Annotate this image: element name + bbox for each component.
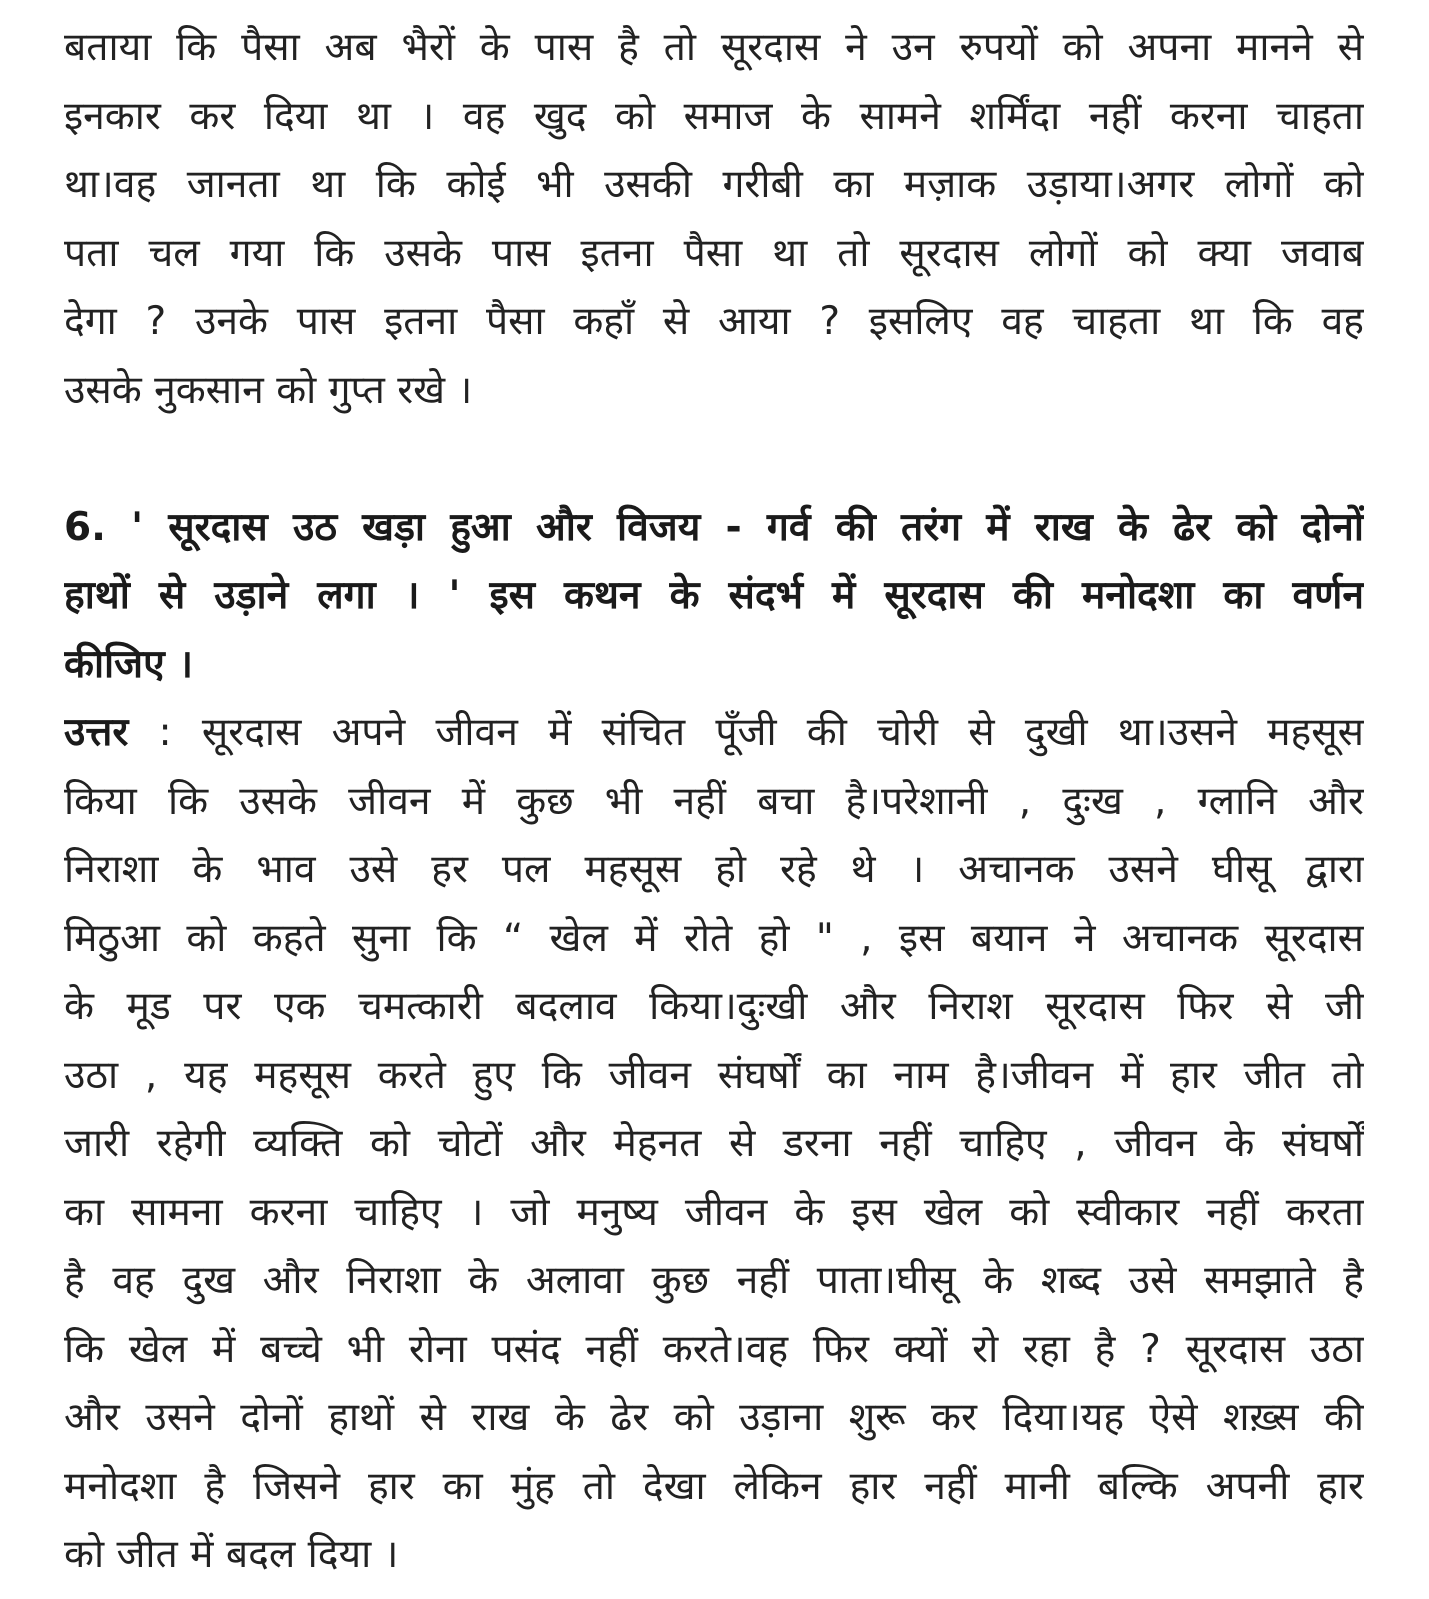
answer-line: जारी रहेगी व्यक्ति को चोटों और मेहनत से डरना नहीं चाहिए , जीवन के संघर्षों: [64, 1121, 1364, 1166]
question-line: हाथों से उड़ाने लगा । ' इस कथन के संदर्भ में सूरदास की मनोदशा का वर्णन: [64, 573, 1364, 618]
paragraph-line: बताया कि पैसा अब भैरों के पास है तो सूरदास ने उन रुपयों को अपना मानने से: [64, 25, 1364, 70]
answer-line: कि खेल में बच्चे भी रोना पसंद नहीं करते।वह फिर क्यों रो रहा है ? सूरदास उठा: [64, 1327, 1364, 1372]
answer-line: के मूड पर एक चमत्कारी बदलाव किया।दुःखी और निराश सूरदास फिर से जी: [64, 984, 1364, 1029]
answer-line: किया कि उसके जीवन में कुछ भी नहीं बचा है।परेशानी , दुःख , ग्लानि और: [64, 779, 1364, 824]
answer-line: और उसने दोनों हाथों से राख के ढेर को उड़ाना शुरू कर दिया।यह ऐसे शख़्स की: [64, 1395, 1364, 1440]
answer-line: निराशा के भाव उसे हर पल महसूस हो रहे थे । अचानक उसने घीसू द्वारा: [64, 847, 1364, 892]
answer-line: मिठुआ को कहते सुना कि “ खेल में रोते हो " , इस बयान ने अचानक सूरदास: [64, 916, 1364, 961]
answer-line: मनोदशा है जिसने हार का मुंह तो देखा लेकिन हार नहीं मानी बल्कि अपनी हार: [64, 1464, 1364, 1509]
paragraph-line: पता चल गया कि उसके पास इतना पैसा था तो सूरदास लोगों को क्या जवाब: [64, 231, 1364, 276]
paragraph-line: उसके नुकसान को गुप्त रखे ।: [64, 368, 473, 413]
answer-first-line-text: : सूरदास अपने जीवन में संचित पूँजी की चोरी से दुखी था।उसने महसूस: [128, 710, 1364, 755]
answer-line: है वह दुख और निराशा के अलावा कुछ नहीं पाता।घीसू के शब्द उसे समझाते है: [64, 1258, 1364, 1303]
answer-line: उठा , यह महसूस करते हुए कि जीवन संघर्षों का नाम है।जीवन में हार जीत तो: [64, 1053, 1364, 1098]
answer-first-line: [64, 703, 1364, 763]
document-page: [64, 0, 1364, 1599]
question-line: कीजिए ।: [64, 642, 194, 687]
question-line: 6. ' सूरदास उठ खड़ा हुआ और विजय - गर्व की तरंग में राख के ढेर को दोनों: [64, 505, 1364, 550]
paragraph-line: इनकार कर दिया था । वह खुद को समाज के सामने शर्मिंदा नहीं करना चाहता: [64, 94, 1364, 139]
answer-line: का सामना करना चाहिए । जो मनुष्य जीवन के इस खेल को स्वीकार नहीं करता: [64, 1190, 1364, 1235]
paragraph-line: देगा ? उनके पास इतना पैसा कहाँ से आया ? इसलिए वह चाहता था कि वह: [64, 299, 1364, 344]
answer-line: को जीत में बदल दिया ।: [64, 1532, 399, 1577]
answer-label: उत्तर: [64, 710, 129, 755]
paragraph-line: था।वह जानता था कि कोई भी उसकी गरीबी का मज़ाक उड़ाया।अगर लोगों को: [64, 162, 1364, 207]
